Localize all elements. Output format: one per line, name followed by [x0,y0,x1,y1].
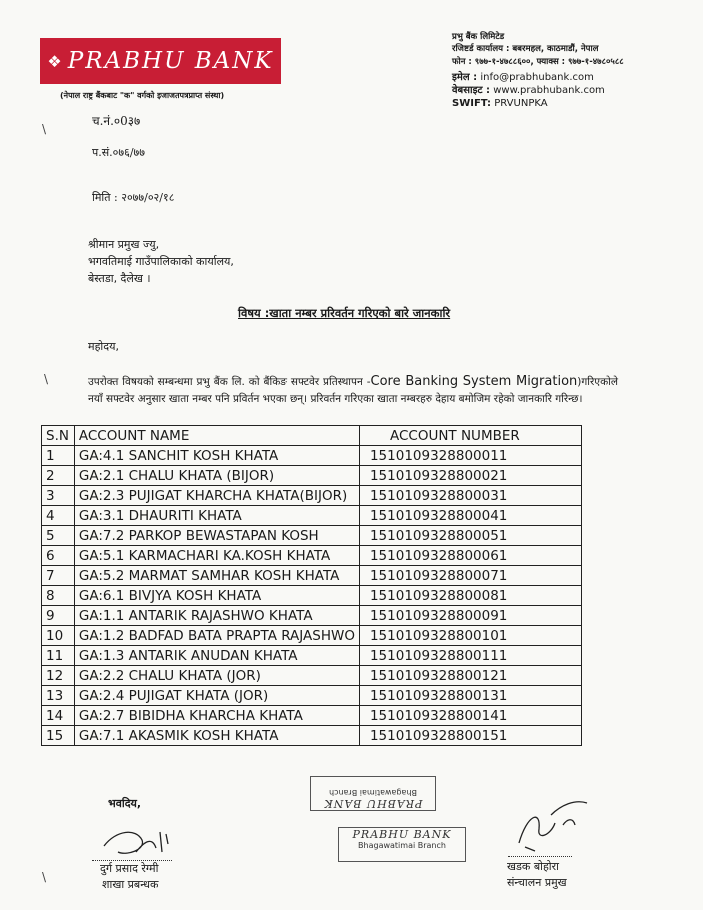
paragraph-part-2: )गरिएकोले नयाँ सफ्टवेर अनुसार खाता नम्बर पनि प्रविर्तन भएका छन्। प्ररिवर्तन गरिएका खाता नम्बरहरु देहाय बमोजिम रहेको जानकारि गरिन्छ। [88,376,618,405]
account-number: 1510109328800041 [359,506,581,526]
right-signatory-title: संन्चालन प्रमुख [507,876,567,889]
email-line [452,72,594,83]
website-label: वेबसाइट : [452,85,491,96]
stamp-bank-name: PRABHU BANK [352,828,452,841]
branch-stamp-inverted [310,776,436,811]
account-number: 1510109328800141 [359,706,581,726]
account-name: GA:3.1 DHAURITI KHATA [74,506,359,526]
account-number: 1510109328800151 [359,726,581,746]
table-row [42,666,582,686]
right-signatory-name: खडक बोहोरा [507,860,559,873]
account-name: GA:5.2 MARMAT SAMHAR KOSH KHATA [74,566,359,586]
stamp-branch: Bhagawatimai Branch [329,788,417,797]
paragraph-english: Core Banking System Migration [370,374,578,389]
account-number: 1510109328800131 [359,686,581,706]
account-sn: 3 [42,486,75,506]
account-sn: 5 [42,526,75,546]
closing: भवदिय, [108,797,142,810]
branch-stamp [338,827,466,862]
recipient-line-1: श्रीमान प्रमुख ज्यु, [88,238,160,251]
account-number: 1510109328800071 [359,566,581,586]
account-sn: 2 [42,466,75,486]
body-paragraph [88,373,618,408]
fiscal-year: प.सं.०७६/७७ [92,146,145,159]
account-sn: 4 [42,506,75,526]
account-sn: 15 [42,726,75,746]
account-number: 1510109328800111 [359,646,581,666]
table-row [42,506,582,526]
account-number: 1510109328800021 [359,466,581,486]
left-signature-line [92,860,172,861]
table-row [42,726,582,746]
account-name: GA:7.2 PARKOP BEWASTAPAN KOSH [74,526,359,546]
account-name: GA:7.1 AKASMIK KOSH KHATA [74,726,359,746]
swift-label: SWIFT: [452,98,492,109]
account-number: 1510109328800121 [359,666,581,686]
table-row [42,526,582,546]
table-row [42,466,582,486]
email-label: इमेल : [452,72,478,83]
email-value: info@prabhubank.com [480,72,594,83]
account-name: GA:5.1 KARMACHARI KA.KOSH KHATA [74,546,359,566]
recipient-line-3: बेस्तडा, दैलेख । [88,272,151,285]
account-sn: 10 [42,626,75,646]
account-name: GA:2.1 CHALU KHATA (BIJOR) [74,466,359,486]
left-signatory-name: दुर्ग प्रसाद रेग्मी [100,862,159,875]
salutation: महोदय, [88,340,119,353]
account-name: GA:2.3 PUJIGAT KHARCHA KHATA(BIJOR) [74,486,359,506]
cha-number: च.नं.०0३७ [92,114,141,128]
account-number: 1510109328800051 [359,526,581,546]
letter-subject: विषय :खाता नम्बर प्ररिवर्तन गरिएको बारे जानकारि [238,306,451,320]
table-row [42,626,582,646]
account-sn: 9 [42,606,75,626]
account-number: 1510109328800101 [359,626,581,646]
account-table [41,425,582,746]
account-sn: 6 [42,546,75,566]
table-row [42,546,582,566]
stamp-bank-name: PRABHU BANK [323,797,423,810]
table-header-row [42,426,582,446]
header-account-number: ACCOUNT NUMBER [359,426,581,446]
bank-name-np: प्रभु बैंक लिमिटेड [452,32,505,42]
table-row [42,446,582,466]
left-signatory-title: शाखा प्रबन्धक [102,878,159,891]
right-signature-icon [505,795,595,855]
account-name: GA:6.1 BIVJYA KOSH KHATA [74,586,359,606]
account-number: 1510109328800031 [359,486,581,506]
account-name: GA:2.4 PUJIGAT KHATA (JOR) [74,686,359,706]
table-row [42,566,582,586]
margin-tick: \ [42,122,47,136]
account-number: 1510109328800061 [359,546,581,566]
paragraph-part-1: उपरोक्त विषयको सम्बन्धमा प्रभु बैंक लि. को बैंकिङ सफ्टवेर प्रतिस्थापन - [88,376,371,388]
table-row [42,606,582,626]
table-row [42,686,582,706]
website-line [452,85,605,96]
right-signature-line [508,856,572,857]
account-sn: 12 [42,666,75,686]
table-row [42,586,582,606]
account-name: GA:1.2 BADFAD BATA PRAPTA RAJASHWO [74,626,359,646]
account-name: GA:1.1 ANTARIK RAJASHWO KHATA [74,606,359,626]
letter-date: मिति : २०७७/०२/१८ [92,191,175,204]
account-name: GA:4.1 SANCHIT KOSH KHATA [74,446,359,466]
logo-tagline: (नेपाल राष्ट्र बैंकबाट "क" वर्गको इजाजतपत्रप्राप्त संस्था) [60,91,225,100]
swift-value: PRVUNPKA [494,98,548,109]
logo-diamond-icon: ❖ [47,51,62,71]
account-sn: 14 [42,706,75,726]
account-sn: 11 [42,646,75,666]
account-name: GA:1.3 ANTARIK ANUDAN KHATA [74,646,359,666]
table-row [42,706,582,726]
website-value: www.prabhubank.com [493,85,605,96]
account-number: 1510109328800091 [359,606,581,626]
phone-fax: फोन : ९७७-१-४७८८६००, फ्याक्स : ९७७-१-४७८०५८८ [452,57,624,67]
account-name: GA:2.7 BIBIDHA KHARCHA KHATA [74,706,359,726]
header-account-name: ACCOUNT NAME [74,426,359,446]
stamp-branch: Bhagawatimai Branch [358,841,446,850]
recipient-line-2: भगवतिमाई गाउँपालिकाको कार्यालय, [88,255,234,268]
account-sn: 7 [42,566,75,586]
account-name: GA:2.2 CHALU KHATA (JOR) [74,666,359,686]
swift-line [452,98,548,109]
table-row [42,486,582,506]
logo-text: PRABHU BANK [67,48,274,74]
registered-office: रजिष्टर्ड कार्यालय : बबरमहल, काठमाडौं, नेपाल [452,44,599,54]
bank-logo [40,38,281,84]
margin-tick: \ [42,870,47,884]
header-sn: S.N [42,426,75,446]
account-sn: 1 [42,446,75,466]
account-sn: 8 [42,586,75,606]
account-sn: 13 [42,686,75,706]
account-number: 1510109328800081 [359,586,581,606]
left-signature-icon [96,822,176,864]
account-number: 1510109328800011 [359,446,581,466]
margin-tick: \ [44,372,49,386]
table-row [42,646,582,666]
